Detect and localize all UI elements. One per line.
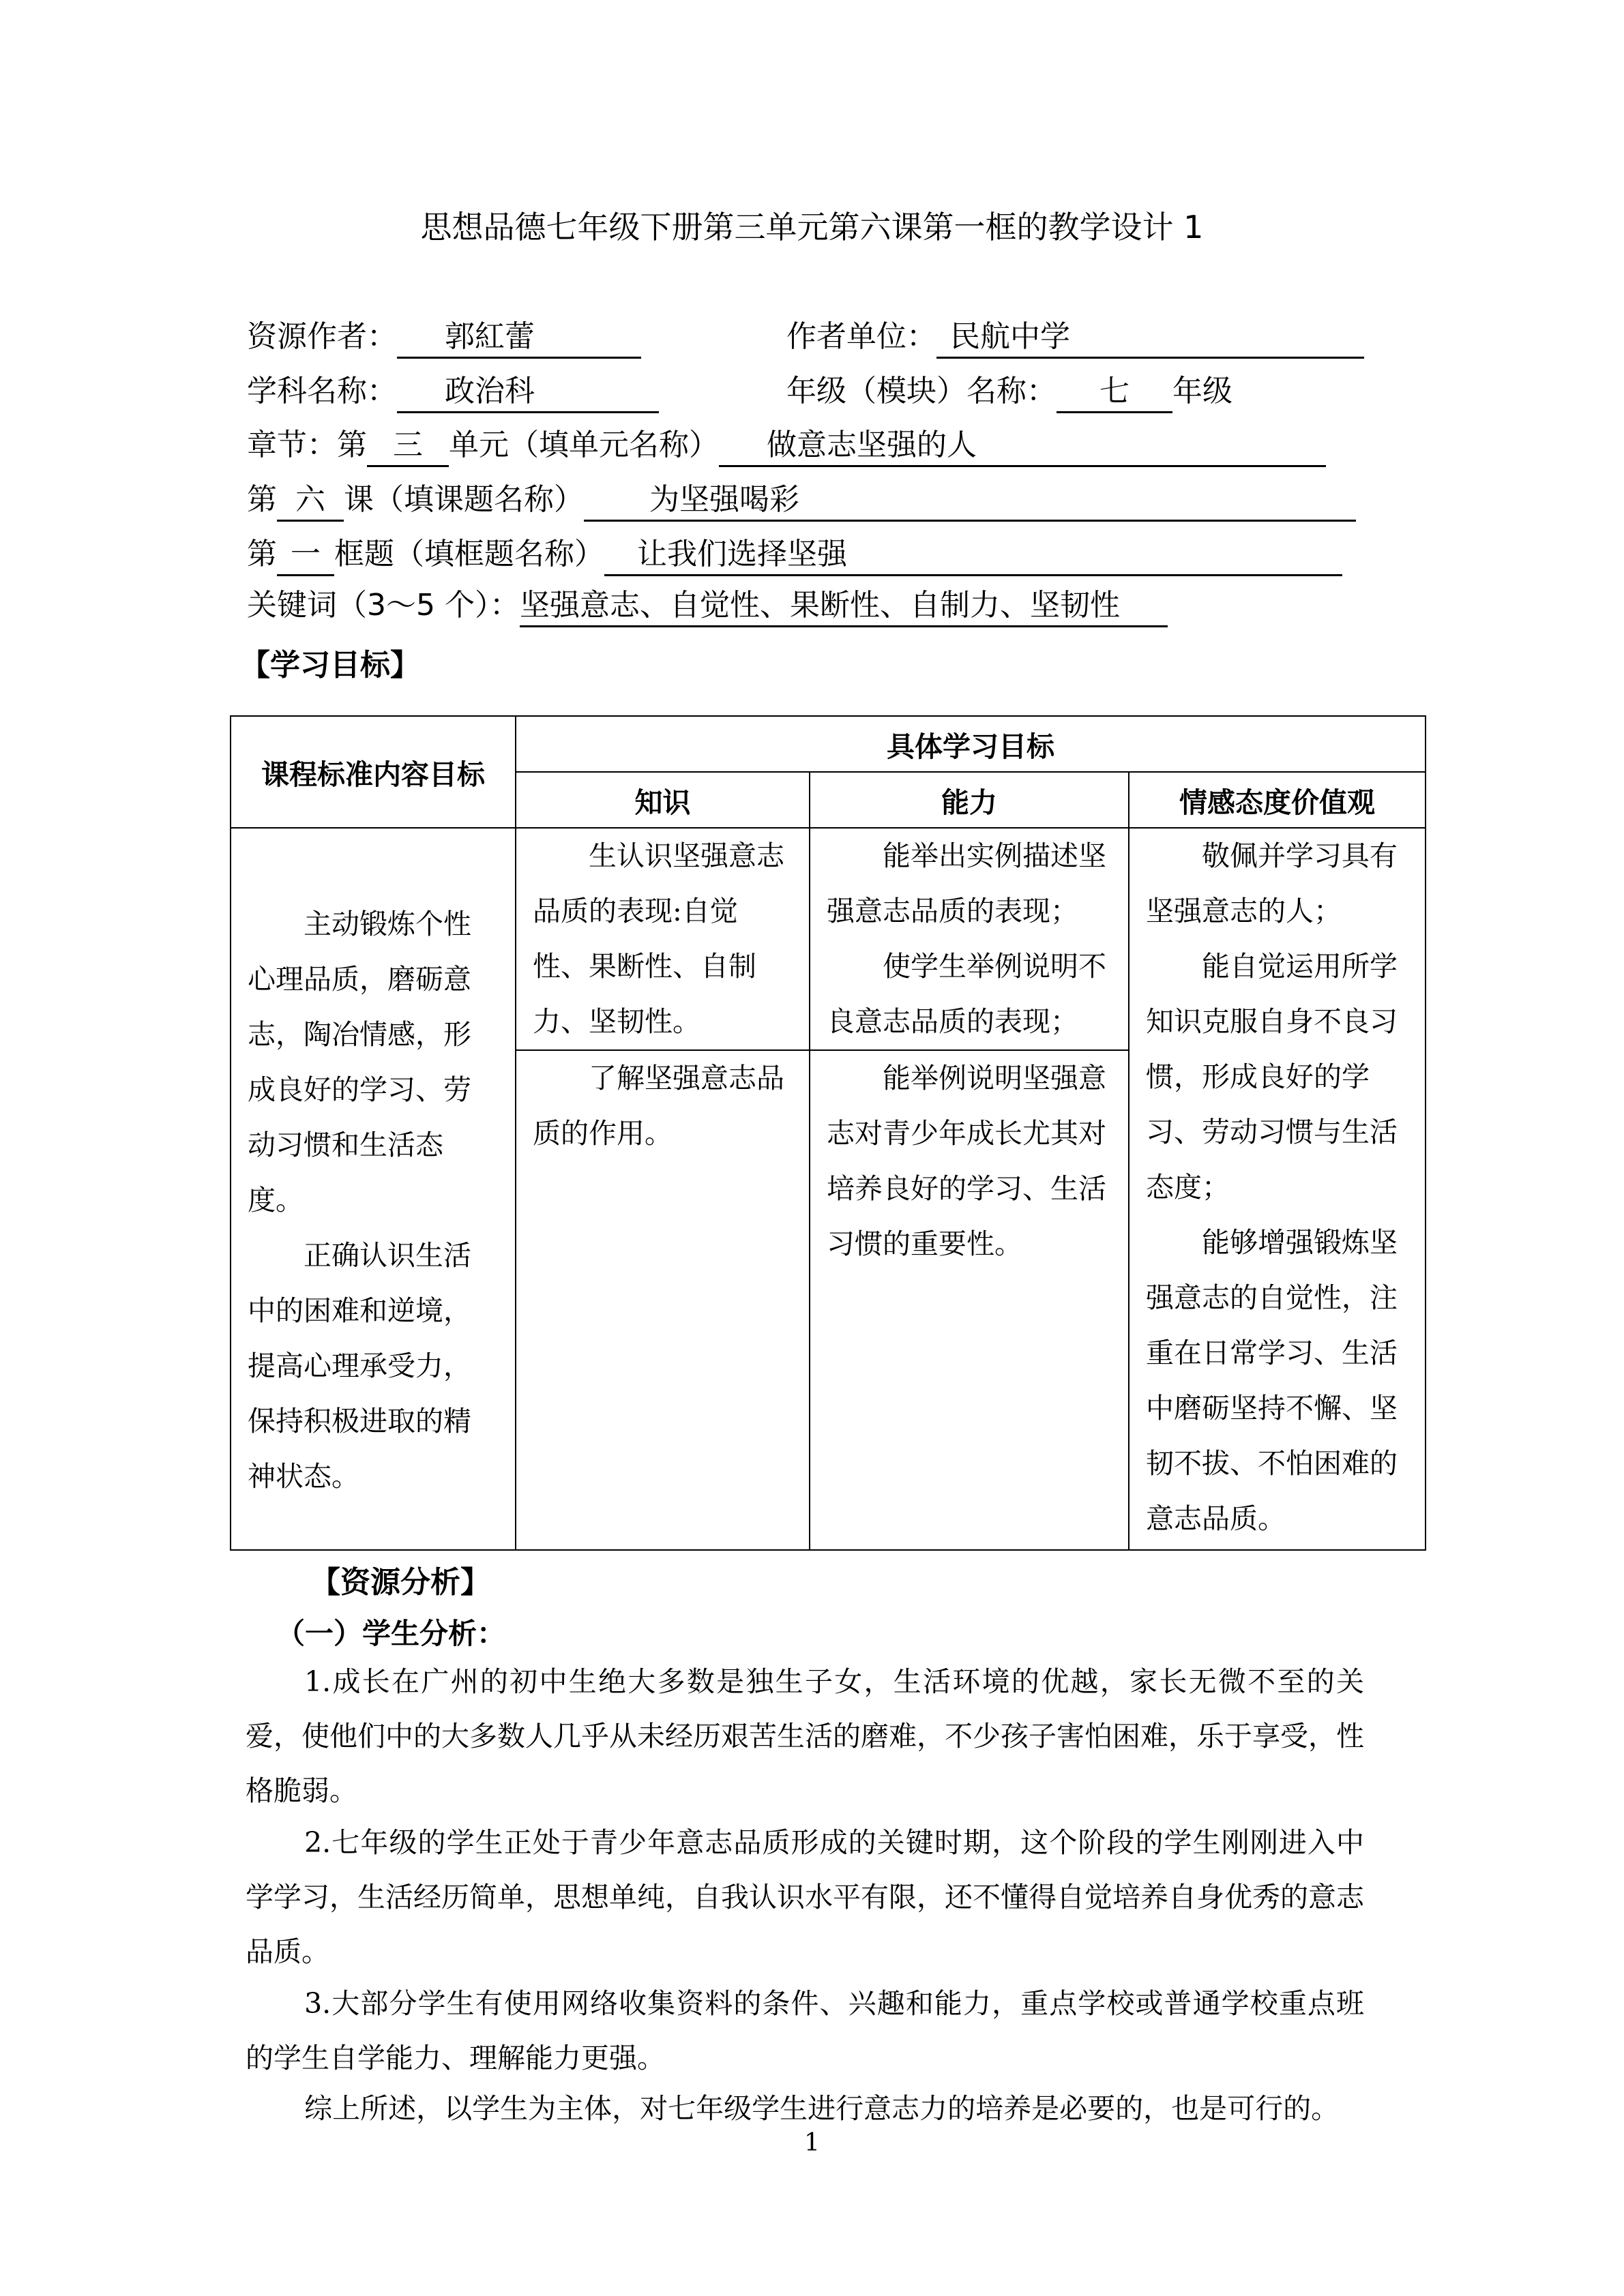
chapter-mid: 单元（填单元名称） xyxy=(449,428,719,462)
ability-cell-2 xyxy=(810,1050,1129,1550)
ability-cell-1 xyxy=(810,828,1129,1050)
frame-prefix: 第 xyxy=(247,537,277,571)
keywords-value: 坚强意志、自觉性、果断性、自制力、坚韧性 xyxy=(520,586,1168,627)
standard-paragraph: 正确认识生活中的困难和逆境，提高心理承受力，保持积极进取的精神状态。 xyxy=(248,1239,471,1493)
header-emotion: 情感态度价值观 xyxy=(1129,772,1426,828)
knowledge-cell-2 xyxy=(516,1050,810,1550)
ability-text: 使学生举例说明不良意志品质的表现； xyxy=(827,950,1106,1038)
emotion-text: 能自觉运用所学知识克服自身不良习惯，形成良好的学习、劳动习惯与生活态度； xyxy=(1146,950,1398,1204)
frame-line xyxy=(247,533,1342,576)
frame-mid: 框题（填框题名称） xyxy=(334,537,604,571)
analysis-paragraph-1: 1.成长在广州的初中生绝大多数是独生子女，生活环境的优越，家长无微不至的关爱，使他们中的大多数人几乎从未经历艰苦生活的磨难，不少孩子害怕困难，乐于享受，性格脆弱。 xyxy=(246,1665,1364,1807)
author-label: 资源作者： xyxy=(247,319,397,354)
keywords-line xyxy=(247,584,1168,627)
lesson-number: 六 xyxy=(277,480,344,522)
author-value: 郭紅蕾 xyxy=(397,317,641,359)
student-analysis-heading: （一）学生分析： xyxy=(276,1617,506,1650)
unit-value: 民航中学 xyxy=(936,317,1364,359)
unit-line xyxy=(786,315,1364,359)
document-title: 思想品德七年级下册第三单元第六课第一框的教学设计 1 xyxy=(420,209,1204,245)
emotion-text: 能够增强锻炼坚强意志的自觉性，注重在日常学习、生活中磨砺坚持不懈、坚韧不拔、不怕困难的意志品质。 xyxy=(1146,1226,1398,1535)
grade-label: 年级（模块）名称： xyxy=(786,374,1057,408)
subject-value: 政治科 xyxy=(397,372,659,413)
knowledge-text: 生认识坚强意志品质的表现:自觉性、果断性、自制力、坚韧性。 xyxy=(533,839,784,1038)
goals-heading: 【学习目标】 xyxy=(240,648,420,683)
header-course-standard: 课程标准内容目标 xyxy=(231,716,516,828)
header-specific-goals: 具体学习目标 xyxy=(516,716,1426,772)
course-standard-cell xyxy=(231,828,516,1550)
resource-heading: 【资源分析】 xyxy=(310,1565,490,1600)
analysis-paragraph-3: 3.大部分学生有使用网络收集资料的条件、兴趣和能力，重点学校或普通学校重点班的学生自学能力、理解能力更强。 xyxy=(246,1987,1364,2074)
grade-value: 七 xyxy=(1057,372,1172,413)
grade-line xyxy=(786,370,1232,413)
grade-suffix: 年级 xyxy=(1172,374,1232,408)
analysis-summary: 综上所述，以学生为主体，对七年级学生进行意志力的培养是必要的，也是可行的。 xyxy=(304,2092,1340,2125)
frame-number: 一 xyxy=(277,535,334,576)
lesson-line xyxy=(247,478,1356,522)
emotion-cell xyxy=(1129,828,1426,1550)
subject-line xyxy=(247,370,659,413)
standard-paragraph: 主动锻炼个性心理品质，磨砺意志，陶冶情感，形成良好的学习、劳动习惯和生活态度。 xyxy=(248,908,471,1217)
unit-label: 作者单位： xyxy=(786,319,936,354)
analysis-paragraph-2: 2.七年级的学生正处于青少年意志品质形成的关键时期，这个阶段的学生刚刚进入中学学习，生活经历简单，思想单纯，自我认识水平有限，还不懂得自觉培养自身优秀的意志品质。 xyxy=(246,1826,1364,1968)
keywords-label: 关键词（3～5 个）： xyxy=(247,588,520,623)
learning-goals-table xyxy=(230,715,1426,1551)
knowledge-cell-1 xyxy=(516,828,810,1050)
header-ability: 能力 xyxy=(810,772,1129,828)
subject-label: 学科名称： xyxy=(247,374,397,408)
knowledge-text: 了解坚强意志品质的作用。 xyxy=(533,1062,784,1150)
chapter-name: 做意志坚强的人 xyxy=(719,426,1326,467)
lesson-name: 为坚强喝彩 xyxy=(584,480,1356,522)
chapter-line xyxy=(247,423,1326,467)
emotion-text: 敬佩并学习具有坚强意志的人； xyxy=(1146,839,1398,927)
header-knowledge: 知识 xyxy=(516,772,810,828)
frame-name: 让我们选择坚强 xyxy=(604,535,1342,576)
chapter-number: 三 xyxy=(367,426,449,467)
lesson-mid: 课（填课题名称） xyxy=(344,482,584,517)
ability-text: 能举出实例描述坚强意志品质的表现； xyxy=(827,839,1106,927)
page-number: 1 xyxy=(804,2129,820,2157)
lesson-prefix: 第 xyxy=(247,482,277,517)
ability-text: 能举例说明坚强意志对青少年成长尤其对培养良好的学习、生活习惯的重要性。 xyxy=(827,1062,1106,1260)
author-line xyxy=(247,315,641,359)
chapter-prefix: 章节：第 xyxy=(247,428,367,462)
